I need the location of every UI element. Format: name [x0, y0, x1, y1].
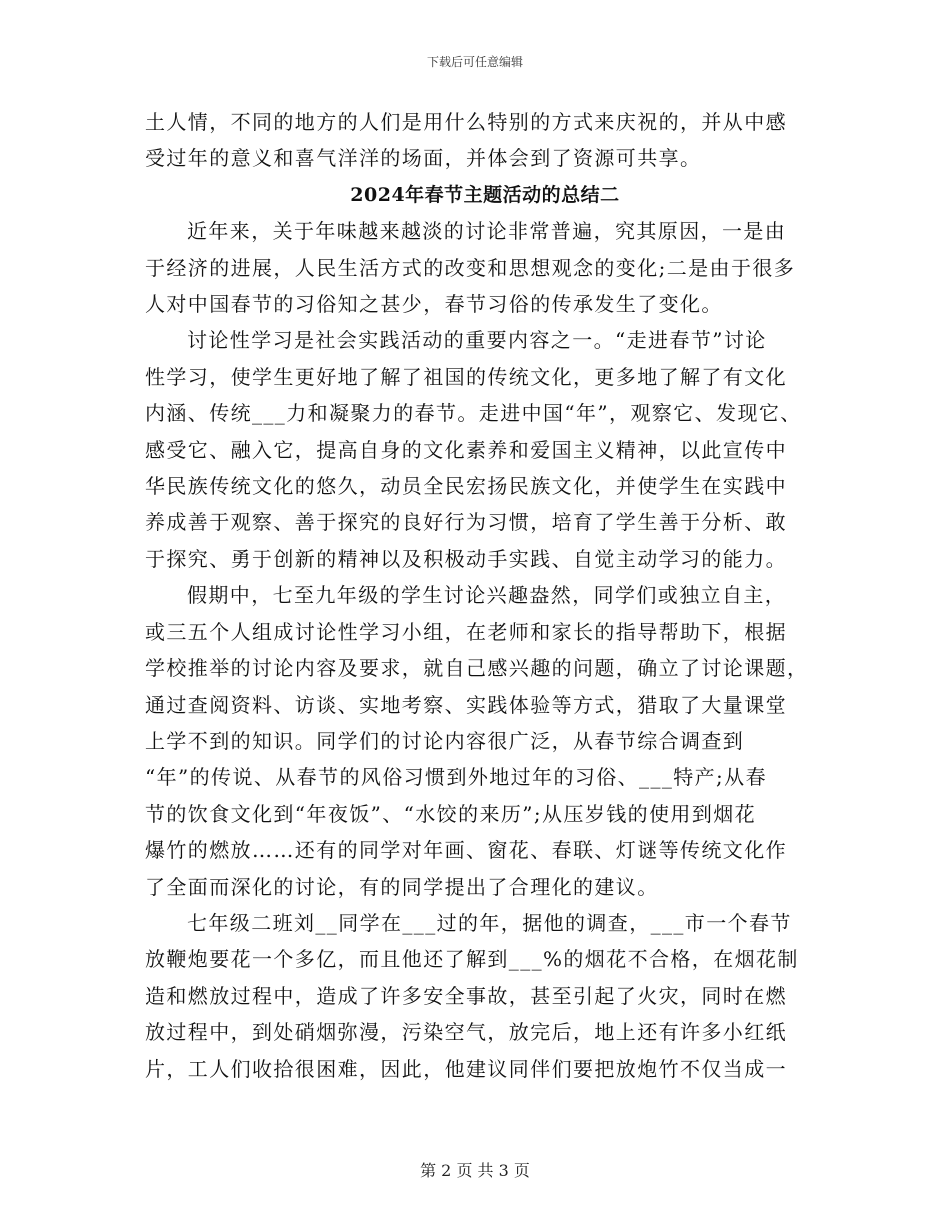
- paragraph-line: 近年来，关于年味越来越淡的讨论非常普遍，究其原因，一是由: [187, 219, 787, 244]
- paragraph-line: 内涵、传统___力和凝聚力的春节。走进中国“年”，观察它、发现它、: [145, 401, 802, 426]
- paragraph-line: 感受它、融入它，提高自身的文化素养和爱国主义精神，以此宣传中: [145, 437, 787, 462]
- paragraph-line: 土人情，不同的地方的人们是用什么特别的方式来庆祝的，并从中感: [145, 110, 787, 134]
- paragraph-line: 放鞭炮要花一个多亿，而且他还了解到___%的烟花不合格，在烟花制: [145, 947, 799, 972]
- paragraph-line: 于探究、勇于创新的精神以及积极动手实践、自觉主动学习的能力。: [145, 546, 787, 571]
- paragraph-line: 上学不到的知识。同学们的讨论内容很广泛，从春节综合调查到: [145, 728, 745, 753]
- page-header-note: 下载后可任意编辑: [426, 55, 523, 69]
- paragraph-line: 通过查阅资料、访谈、实地考察、实践体验等方式，猎取了大量课堂: [145, 692, 787, 717]
- paragraph-line: 受过年的意义和喜气洋洋的场面，并体会到了资源可共享。: [145, 146, 702, 171]
- page-footer: 第 2 页 共 3 页: [420, 1161, 530, 1180]
- paragraph-line: 节的饮食文化到“年夜饭”、“水饺的来历”;从压岁钱的使用到烟花: [145, 801, 757, 826]
- paragraph-line: 了全面而深化的讨论，有的同学提出了合理化的建议。: [145, 874, 659, 899]
- paragraph-line: 养成善于观察、善于探究的良好行为习惯，培育了学生善于分析、敢: [145, 510, 787, 535]
- document-body: [145, 104, 825, 1087]
- paragraph-line: 造和燃放过程中，造成了许多安全事故，甚至引起了火灾，同时在燃: [145, 983, 787, 1008]
- paragraph-line: 讨论性学习是社会实践活动的重要内容之一。“走进春节”讨论: [187, 328, 767, 353]
- paragraph-line: 性学习，使学生更好地了解了祖国的传统文化，更多地了解了有文化: [145, 364, 787, 389]
- section-title: 2024年春节主题活动的总结二: [350, 183, 620, 206]
- paragraph-line: 假期中，七至九年级的学生讨论兴趣盎然，同学们或独立自主，: [187, 583, 787, 608]
- paragraph-line: 片，工人们收拾很困难，因此，他建议同伴们要把放炮竹不仅当成一: [145, 1056, 787, 1081]
- paragraph-line: “年”的传说、从春节的风俗习惯到外地过年的习俗、___特产;从春: [145, 765, 767, 790]
- paragraph-line: 学校推举的讨论内容及要求，就自己感兴趣的问题，确立了讨论课题，: [145, 656, 809, 681]
- paragraph-line: 爆竹的燃放……还有的同学对年画、窗花、春联、灯谜等传统文化作: [145, 838, 787, 863]
- paragraph-line: 放过程中，到处硝烟弥漫，污染空气，放完后，地上还有许多小红纸: [145, 1020, 787, 1045]
- paragraph-line: 华民族传统文化的悠久，动员全民宏扬民族文化，并使学生在实践中: [145, 474, 787, 499]
- paragraph-line: 人对中国春节的习俗知之甚少，春节习俗的传承发生了变化。: [145, 292, 723, 317]
- paragraph-line: 七年级二班刘__同学在___过的年，据他的调查，___市一个春节: [187, 910, 792, 935]
- paragraph-line: 或三五个人组成讨论性学习小组，在老师和家长的指导帮助下，根据: [145, 619, 787, 644]
- paragraph-line: 于经济的进展，人民生活方式的改变和思想观念的变化;二是由于很多: [145, 255, 796, 280]
